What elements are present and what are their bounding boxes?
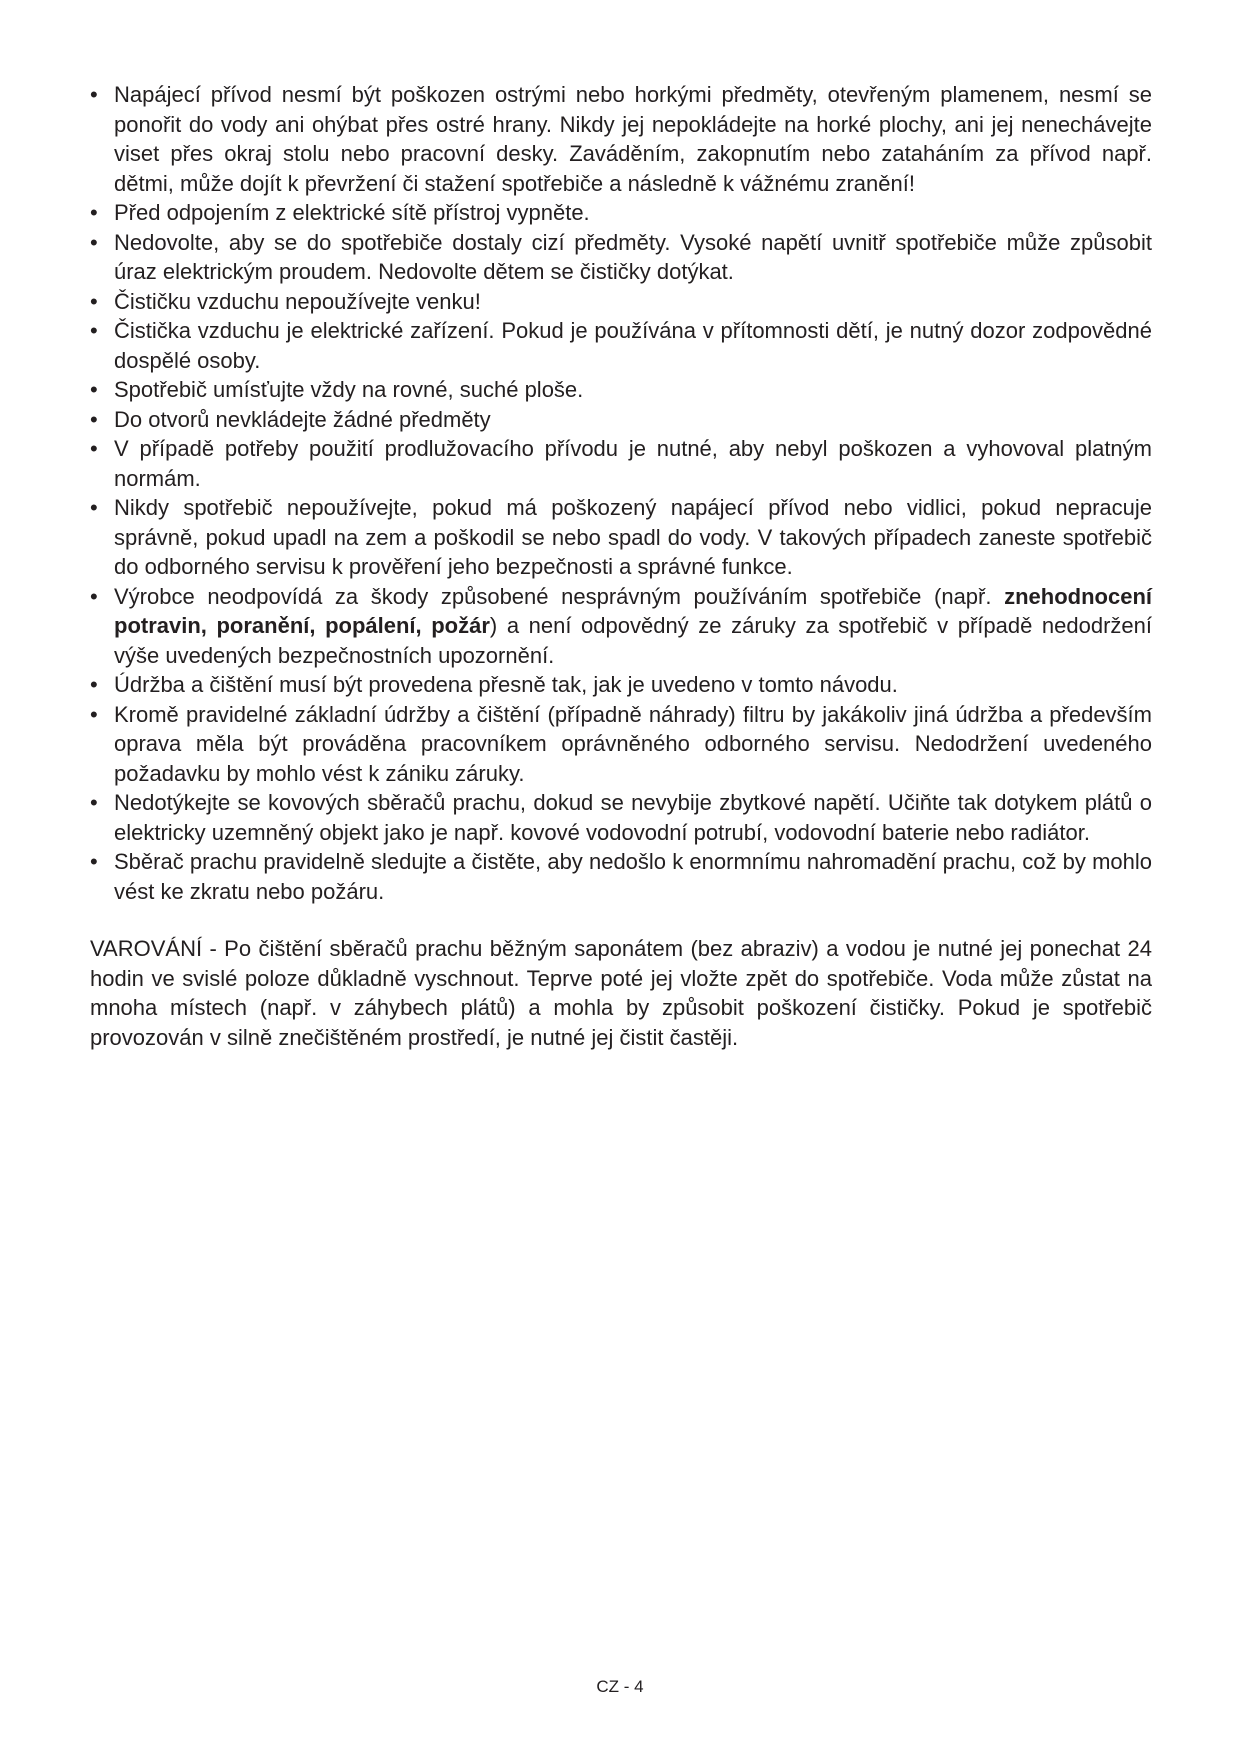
list-item: • Do otvorů nevkládejte žádné předměty [90,405,1152,435]
list-item: • Čistička vzduchu je elektrické zařízení. Pokud je používána v přítomnosti dětí, je nutný dozor zodpovědné dospělé osoby. [90,316,1152,375]
page-number: CZ - 4 [596,1677,644,1696]
list-item: • Před odpojením z elektrické sítě přístroj vypněte. [90,198,1152,228]
list-item: • V případě potřeby použití prodlužovacího přívodu je nutné, aby nebyl poškozen a vyhovoval platným normám. [90,434,1152,493]
list-item: • Sběrač prachu pravidelně sledujte a čistěte, aby nedošlo k enormnímu nahromadění prachu, což by mohlo vést ke zkratu nebo požáru. [90,847,1152,906]
liability-text-end: ) a není odpovědný ze záruky za spotřebič v případě nedodržení výše uvedených bezpečnostních upozornění. [114,613,1153,668]
warning-paragraph: VAROVÁNÍ - Po čištění sběračů prachu běžným saponátem (bez abraziv) a vodou je nutné jej ponechat 24 hodin ve svislé poloze důkladně vyschnout. Teprve poté jej vložte zpět do spotřebiče. Voda může zůstat na mnoha místech (např. v záhybech plátů) a mohla by způsobit poškození čističky. Pokud je spotřebič provozován v silně znečištěném prostředí, je nutné jej čistit častěji. [90,936,1152,1050]
list-item: • Napájecí přívod nesmí být poškozen ostrými nebo horkými předměty, otevřeným plamenem, nesmí se ponořit do vody ani ohýbat přes ostré hrany. Nikdy jej nepokládejte na horké plochy, ani jej nenechávejte viset přes okraj stolu nebo pracovní desky. Zaváděním, zakopnutím nebo zataháním za přívod např. dětmi, může dojít k převržení či stažení spotřebiče a následně k vážnému zranění! [90,80,1152,198]
liability-text-start: Výrobce neodpovídá za škody způsobené nesprávným používáním spotřebiče (např. [114,583,1005,609]
list-item: • Údržba a čištění musí být provedena přesně tak, jak je uvedeno v tomto návodu. [90,670,1152,700]
list-item: • Nikdy spotřebič nepoužívejte, pokud má poškozený napájecí přívod nebo vidlici, pokud nepracuje správně, pokud upadl na zem a poškodil se nebo spadl do vody. V takových případech zaneste spotřebič do odborného servisu k prověření jeho bezpečnosti a správné funkce. [90,493,1152,582]
list-item-liability [90,582,1152,671]
list-item: • Čističku vzduchu nepoužívejte venku! [90,287,1152,317]
list-item: • Kromě pravidelné základní údržby a čištění (případně náhrady) filtru by jakákoliv jiná údržba a především oprava měla být prováděna pracovníkem oprávněného odborného servisu. Nedodržení uvedeného požadavku by mohlo vést k zániku záruky. [90,700,1152,789]
safety-list [90,80,1152,906]
list-item: • Spotřebič umísťujte vždy na rovné, suché ploše. [90,375,1152,405]
document-page [90,80,1152,1052]
list-item: • Nedotýkejte se kovových sběračů prachu, dokud se nevybije zbytkové napětí. Učiňte tak dotykem plátů o elektricky uzemněný objekt jako je např. kovové vodovodní potrubí, vodovodní baterie nebo radiátor. [90,788,1152,847]
list-item: • Nedovolte, aby se do spotřebiče dostaly cizí předměty. Vysoké napětí uvnitř spotřebiče může způsobit úraz elektrickým proudem. Nedovolte dětem se čističky dotýkat. [90,228,1152,287]
liability-bold-examples: znehodnocení potravin, poranění, popálení, požár [114,583,1152,638]
